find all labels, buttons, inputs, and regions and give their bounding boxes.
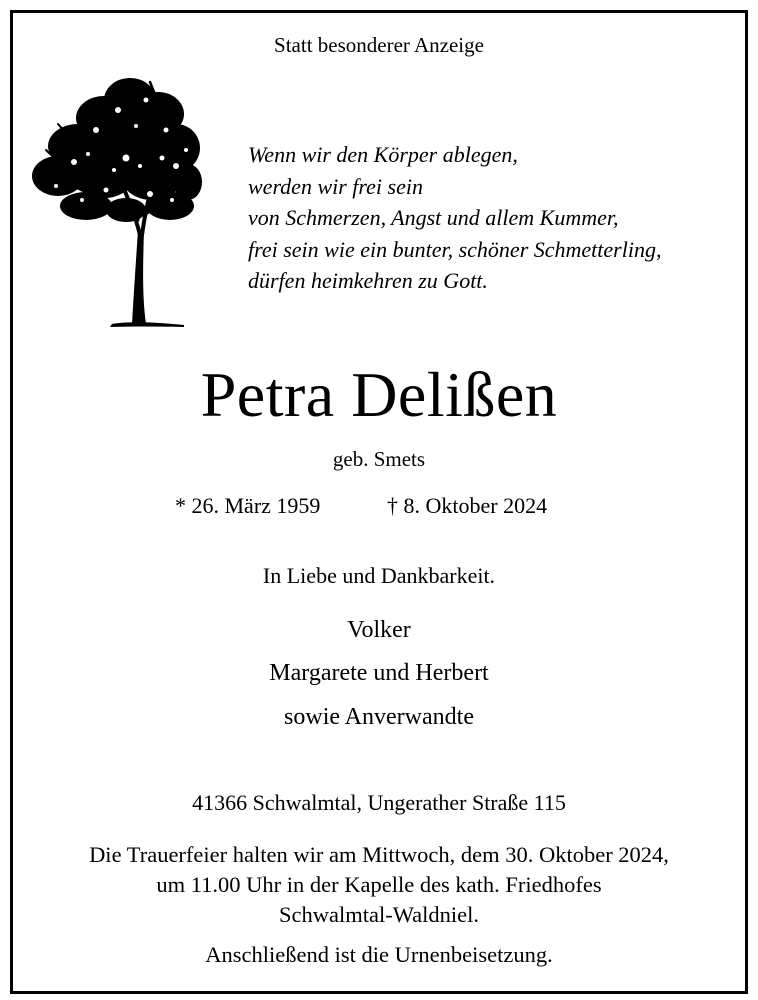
funeral-line: um 11.00 Uhr in der Kapelle des kath. Friedhofes xyxy=(156,872,602,897)
address: 41366 Schwalmtal, Ungerather Straße 115 xyxy=(192,790,566,815)
death-date: † 8. Oktober 2024 xyxy=(387,493,548,518)
mourner-name: Volker xyxy=(347,617,411,643)
funeral-info xyxy=(0,840,758,930)
urn-burial-note: Anschließend ist die Urnenbeisetzung. xyxy=(205,942,553,967)
funeral-line: Schwalmtal-Waldniel. xyxy=(278,902,479,927)
mourners-intro: In Liebe und Dankbarkeit. xyxy=(262,563,496,588)
notice-header: Statt besonderer Anzeige xyxy=(274,33,484,57)
mourner-name: sowie Anverwandte xyxy=(284,704,474,730)
deceased-name: Petra Delißen xyxy=(200,359,558,430)
poem-line: dürfen heimkehren zu Gott. xyxy=(248,268,488,293)
maiden-name: geb. Smets xyxy=(332,447,426,471)
tree-icon xyxy=(26,70,202,330)
mourner-name: Margarete und Herbert xyxy=(269,660,489,686)
poem-line: Wenn wir den Körper ablegen, xyxy=(248,142,518,167)
poem-line: werden wir frei sein xyxy=(248,173,423,199)
poem xyxy=(248,139,661,297)
poem-line: frei sein wie ein bunter, schöner Schmetterling, xyxy=(248,236,662,262)
poem-line: von Schmerzen, Angst und allem Kummer, xyxy=(248,205,619,230)
funeral-line: Die Trauerfeier halten wir am Mittwoch, dem 30. Oktober 2024, xyxy=(89,842,669,867)
birth-date: * 26. März 1959 xyxy=(175,493,321,518)
